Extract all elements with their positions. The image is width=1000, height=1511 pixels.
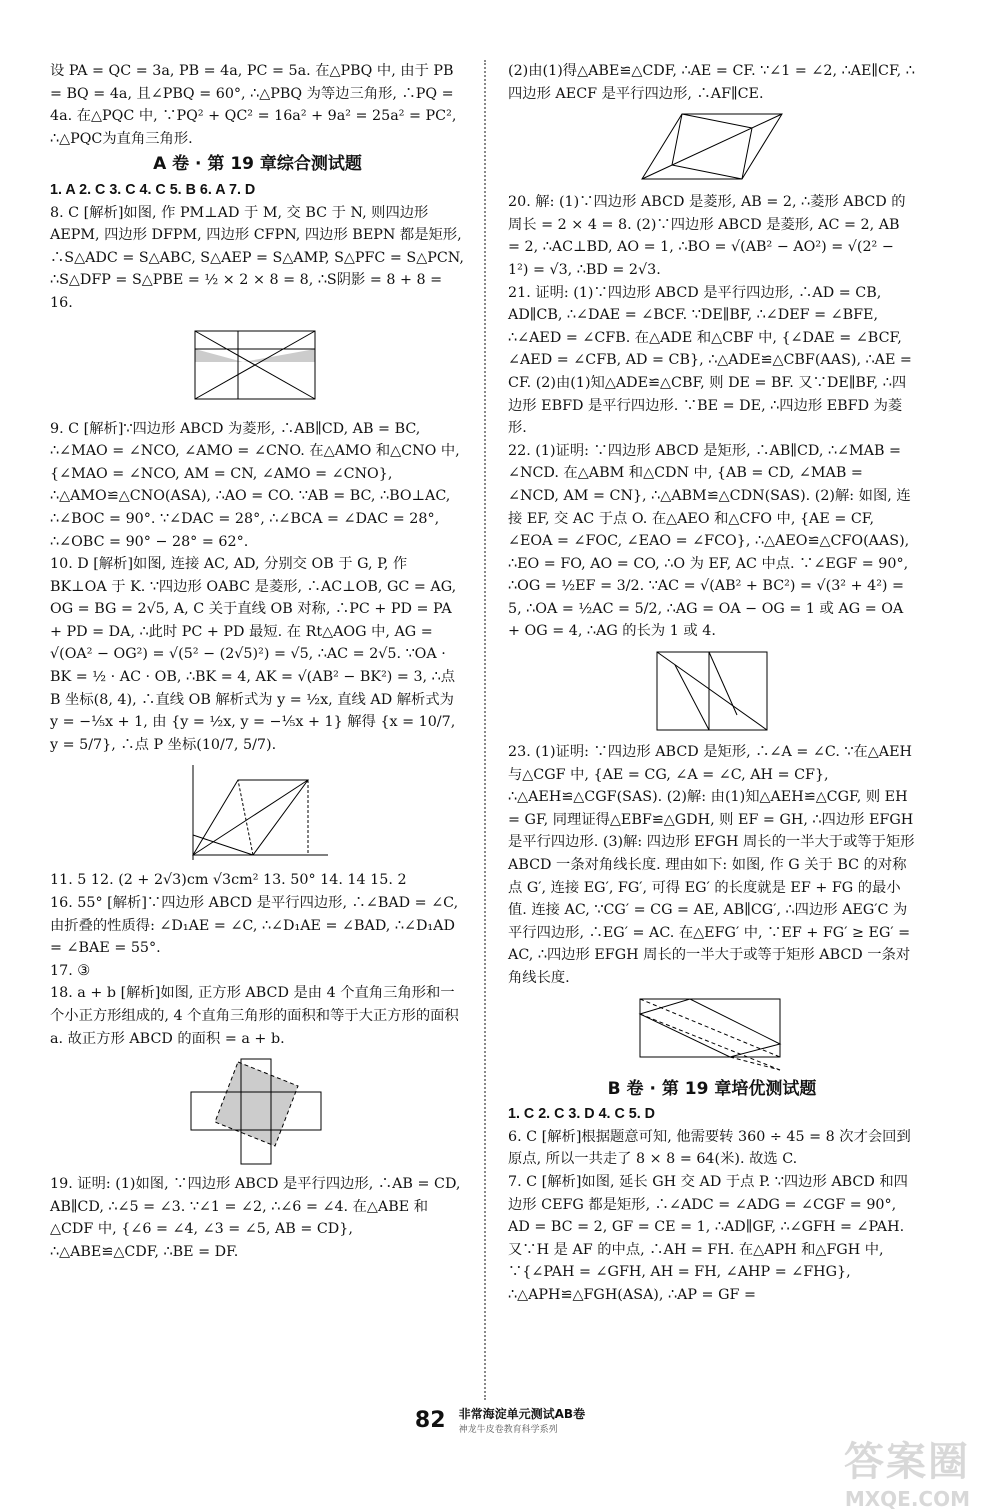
question-8: 8. C [解析]如图, 作 PM⊥AD 于 M, 交 BC 于 N, 则四边形 AEPM, 四边形 DFPM, 四边形 CFPN, 四边形 BEPN 都是矩形, ∴S△ADC = S△ABC, S△AEP = S△AMP, S△PFC = S△PCN, ∴S△DFP = S△PBE = ½ × 2 × 8 = 8, ∴S阴影 = 8 + 8 = 16. [50,204,464,311]
question-22: 22. (1)证明: ∵四边形 ABCD 是矩形, ∴AB∥CD, ∴∠MAB = ∠NCD. 在△ABM 和△CDN 中, {AB = CD, ∠MAB = ∠NCD, AM = CN}, ∴△ABM≌△CDN(SAS). (2)解: 如图, 连接 EF, 交 AC 于点 O. 在△AEO 和△CFO 中, {AE = CF, ∠EOA = ∠FOC, ∠EAO = ∠FCO}, ∴△AEO≌△CFO(AAS), ∴EO = FO, AO = CO, ∴O 为 EF, AC 中点. ∵∠EGF = 90°, ∴OG = ½EF = 3/2. ∵AC = √(AB² + BC²) = √(3² + 4²) = 5, ∴OA = ½AC = 5/2, ∴AG = OA − OG = 1 或 AG = OA + OG = 4, ∴AG 的长为 1 或 4. [508,442,911,640]
answers-11-15: 11. 5 12. (2 + 2√3)cm √3cm² 13. 50° 14. 14 15. 2 [50,872,407,889]
left-column [50,60,465,1264]
watermark-text: 答案圈 [844,1439,970,1485]
question-9: 9. C [解析]∵四边形 ABCD 为菱形, ∴AB∥CD, AB = BC, ∴∠MAO = ∠NCO, ∠AMO = ∠CNO. 在△AMO 和△CNO 中, {∠MAO = ∠NCO, AM = CN, ∠AMO = ∠CNO}, ∴△AMO≌△CNO(ASA), ∴AO = CO. ∵AB = BC, ∴BO⊥AC, ∴∠BOC = 90°. ∵∠DAC = 28°, ∴∠BCA = ∠DAC = 28°, ∴∠OBC = 90° − 28° = 62°. [50,420,460,550]
series-subtitle: 神龙牛皮卷教育科学系列 [458,1425,558,1435]
figure-q22-rectangle [647,647,777,737]
series-brand [459,1405,585,1435]
section-b-title: B 卷 · 第 19 章培优测试题 [607,1078,817,1099]
watermark [844,1430,970,1511]
question-19-part-2: (2)由(1)得△ABE≌△CDF, ∴AE = CF. ∵∠1 = ∠2, ∴AE∥CF, ∴四边形 AECF 是平行四边形, ∴AF∥CE. [508,63,915,102]
section-a-title: A 卷 · 第 19 章综合测试题 [153,154,362,175]
answers-1-7: 1. A 2. C 3. C 4. C 5. B 6. A 7. D [50,181,256,198]
watermark-url: MXQE.COM [844,1487,970,1511]
intro-paragraph: 设 PA = QC = 3a, PB = 4a, PC = 5a. 在△PBQ 中, 由于 PB = BQ = 4a, 且∠PBQ = 60°, ∴△PBQ 为等边三角形, ∴PQ = 4a. 在△PQC 中, ∵PQ² + QC² = 16a² + 9a² = 25a² = PC², ∴△PQC为直角三角形. [50,63,457,147]
figure-q19-parallelogram [632,109,792,187]
figure-q23-rectangle [632,994,792,1074]
page-number: 82 [414,1407,446,1433]
right-column [508,60,916,1307]
answers-b-1-5: 1. C 2. C 3. D 4. C 5. D [508,1106,655,1123]
series-title: 非常海淀单元测试AB卷 [458,1407,586,1421]
question-17: 17. ③ [50,962,91,979]
question-16: 16. 55° [解析]∵四边形 ABCD 是平行四边形, ∴∠BAD = ∠C, 由折叠的性质得: ∠D₁AE = ∠C, ∴∠D₁AE = ∠BAD, ∴∠D₁AD = ∠BAE = 55°. [50,895,459,957]
figure-q10-coordinate [183,760,333,865]
question-10: 10. D [解析]如图, 连接 AC, AD, 分别交 OB 于 G, P, 作 BK⊥OA 于 K. ∵四边形 OABC 是菱形, ∴AC⊥OB, GC = AG, OG = BG = 2√5, A, C 关于直线 OB 对称, ∴PC + PD = PA + PD = DA, ∴此时 PC + PD 最短. 在 Rt△AOG 中, AG = √(OA² − OG²) = √(5² − (2√5)²) = √5, ∴AC = 2√5. ∵OA · BK = ½ · AC · OB, ∴BK = 4, AK = √(AB² − BK²) = 3, ∴点 B 坐标(8, 4), ∴直线 OB 解析式为 y = ½x, 直线 AD 解析式为 y = −⅕x + 1, 由 {y = ½x, y = −⅕x + 1} 解得 {x = 10/7, y = 5/7}, ∴点 P 坐标(10/7, 5/7). [50,556,457,753]
column-divider [484,60,486,1400]
question-19: 19. 证明: (1)如图, ∵四边形 ABCD 是平行四边形, ∴AB = CD, AB∥CD, ∴∠5 = ∠3. ∵∠1 = ∠2, ∴∠6 = ∠4. 在△ABE 和△CDF 中, {∠6 = ∠4, ∠3 = ∠5, AB = CD}, ∴△ABE≌△CDF, ∴BE = DF. [50,1176,461,1260]
question-b6: 6. C [解析]根据题意可知, 他需要转 360 ÷ 45 = 8 次才会回到原点, 所以一共走了 8 × 8 = 64(米). 故选 C. [508,1128,911,1168]
question-b7: 7. C [解析]如图, 延长 GH 交 AD 于点 P. ∵四边形 ABCD 和四边形 CEFG 都是矩形, ∴∠ADC = ∠ADG = ∠CGF = 90°, AD = BC = 2, GF = CE = 1, ∴AD∥GF, ∴∠GFH = ∠PAH. 又∵H 是 AF 的中点, ∴AH = FH. 在△APH 和△FGH 中, ∵{∠PAH = ∠GFH, AH = FH, ∠AHP = ∠FHG}, ∴△APH≌△FGH(ASA), ∴AP = GF = [508,1173,908,1303]
question-20: 20. 解: (1)∵四边形 ABCD 是菱形, AB = 2, ∴菱形 ABCD 的周长 = 2 × 4 = 8. (2)∵四边形 ABCD 是菱形, AC = 2, AB = 2, ∴AC⊥BD, AO = 1, ∴BO = √(AB² − AO²) = √(2² − 1²) = √3, ∴BD = 2√3. [508,194,906,278]
question-21: 21. 证明: (1)∵四边形 ABCD 是平行四边形, ∴AD = CB, AD∥CB, ∴∠DAE = ∠BCF. ∵DE∥BF, ∴∠DEF = ∠BFE, ∴∠AED = ∠CFB. 在△ADE 和△CBF 中, {∠DAE = ∠BCF, ∠AED = ∠CFB, AD = CB}, ∴△ADE≌△CBF(AAS), ∴AE = CF. (2)由(1)知△ADE≌△CBF, 则 DE = BF. 又∵DE∥BF, ∴四边形 EBFD 是平行四边形. ∵BE = DE, ∴四边形 EBFD 为菱形. [508,284,912,437]
figure-q8-rectangle [183,319,333,414]
question-18: 18. a + b [解析]如图, 正方形 ABCD 是由 4 个直角三角形和一个小正方形组成的, 4 个直角三角形的面积和等于大正方形的面积 a. 故正方形 ABCD 的面积 = a + b. [50,985,459,1047]
figure-q18-squares [183,1054,333,1169]
question-23: 23. (1)证明: ∵四边形 ABCD 是矩形, ∴∠A = ∠C. ∵在△AEH 与△CGF 中, {AE = CG, ∠A = ∠C, AH = CF}, ∴△AEH≌△CGF(SAS). (2)解: 由(1)知△AEH≌△CGF, 则 EH = GF, 同理证得△EBF≌△GDH, 则 EF = GH, ∴四边形 EFGH 是平行四边形. (3)解: 四边形 EFGH 周长的一半大于或等于矩形 ABCD 一条对角线长度. 理由如下: 如图, 作 G 关于 BC 的对称点 G′, 连接 EG′, FG′, 可得 EG′ 的长度就是 EF + FG 的最小值. 连接 AC, ∵CG′ = CG = AE, AB∥CG′, ∴四边形 AEG′C 为平行四边形, ∴EG′ = AC. 在△EFG′ 中, ∵EF + FG′ ≥ EG′ = AC, ∴四边形 EFGH 周长的一半大于或等于矩形 ABCD 一条对角线长度. [508,744,915,986]
